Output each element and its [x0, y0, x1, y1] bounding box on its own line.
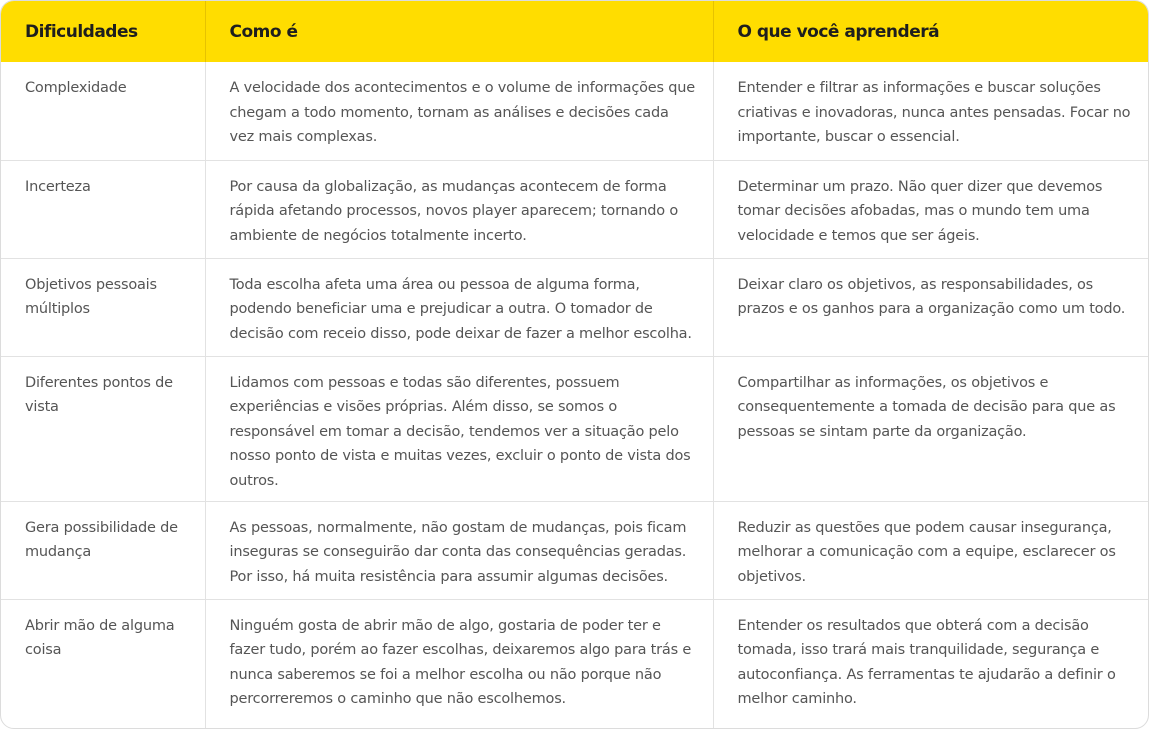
cell-aprendera: Entender e filtrar as informações e buscar soluções criativas e inovadoras, nunca antes pensadas. Focar no importante, buscar o essencial.: [737, 80, 1131, 145]
header-como-e: Como é: [205, 1, 713, 62]
cell-como-e: Por causa da globalização, as mudanças acontecem de forma rápida afetando processos, novos player aparecem; tornando o ambiente de negócios totalmente incerto.: [205, 160, 713, 258]
cell-como-e: Toda escolha afeta uma área ou pessoa de alguma forma, podendo beneficiar uma e prejudicar a outra. O tomador de decisão com receio disso, pode deixar de fazer a melhor escolha.: [205, 258, 713, 356]
cell-dificuldade: Gera possibilidade de mudança: [1, 501, 205, 599]
table-body: [1, 62, 1149, 729]
header-dificuldades: Dificuldades: [1, 1, 205, 62]
table-row: [1, 599, 1149, 729]
cell-aprendera: Entender os resultados que obterá com a decisão tomada, isso trará mais tranquilidade, segurança e autoconfiança. As ferramentas te ajudarão a definir o melhor caminho.: [713, 599, 1149, 729]
header-row: [1, 1, 1149, 62]
cell-como-e: Ninguém gosta de abrir mão de algo, gostaria de poder ter e fazer tudo, porém ao fazer escolhas, deixaremos algo para trás e nunca saberemos se foi a melhor escolha ou não porque não percorreremos o caminho que não escolhemos.: [205, 599, 713, 729]
table-row: [1, 258, 1149, 356]
cell-dificuldade: Abrir mão de alguma coisa: [1, 599, 205, 729]
cell-aprendera: Reduzir as questões que podem causar insegurança, melhorar a comunicação com a equipe, esclarecer os objetivos.: [713, 501, 1149, 599]
cell-aprendera: Deixar claro os objetivos, as responsabilidades, os prazos e os ganhos para a organização como um todo.: [713, 258, 1149, 356]
header-o-que-aprendera: O que você aprenderá: [713, 1, 1149, 62]
cell-dificuldade: Diferentes pontos de vista: [1, 356, 205, 501]
cell-aprendera: Determinar um prazo. Não quer dizer que devemos tomar decisões afobadas, mas o mundo tem uma velocidade e temos que ser ágeis.: [713, 160, 1149, 258]
table-row: [1, 356, 1149, 501]
cell-como-e: As pessoas, normalmente, não gostam de mudanças, pois ficam inseguras se conseguirão dar conta das consequências geradas. Por isso, há muita resistência para assumir algumas decisões.: [205, 501, 713, 599]
cell-dificuldade: Incerteza: [1, 160, 205, 258]
cell-como-e: Lidamos com pessoas e todas são diferentes, possuem experiências e visões próprias. Além disso, se somos o responsável em tomar a decisão, tendemos ver a situação pelo nosso ponto de vista e muitas vezes, excluir o ponto de vista dos outros.: [205, 356, 713, 501]
table-row: [1, 160, 1149, 258]
cell-dificuldade: Objetivos pessoais múltiplos: [1, 258, 205, 356]
comparison-table: [1, 1, 1149, 729]
table-row: [1, 62, 1149, 160]
table-row: [1, 501, 1149, 599]
cell-como-e: A velocidade dos acontecimentos e o volume de informações que chegam a todo momento, tornam as análises e decisões cada vez mais complexas.: [205, 62, 713, 160]
cell-aprendera: Compartilhar as informações, os objetivos e consequentemente a tomada de decisão para que as pessoas se sintam parte da organização.: [713, 356, 1149, 501]
cell-dificuldade: Complexidade: [1, 62, 205, 160]
table-header: [1, 1, 1149, 62]
